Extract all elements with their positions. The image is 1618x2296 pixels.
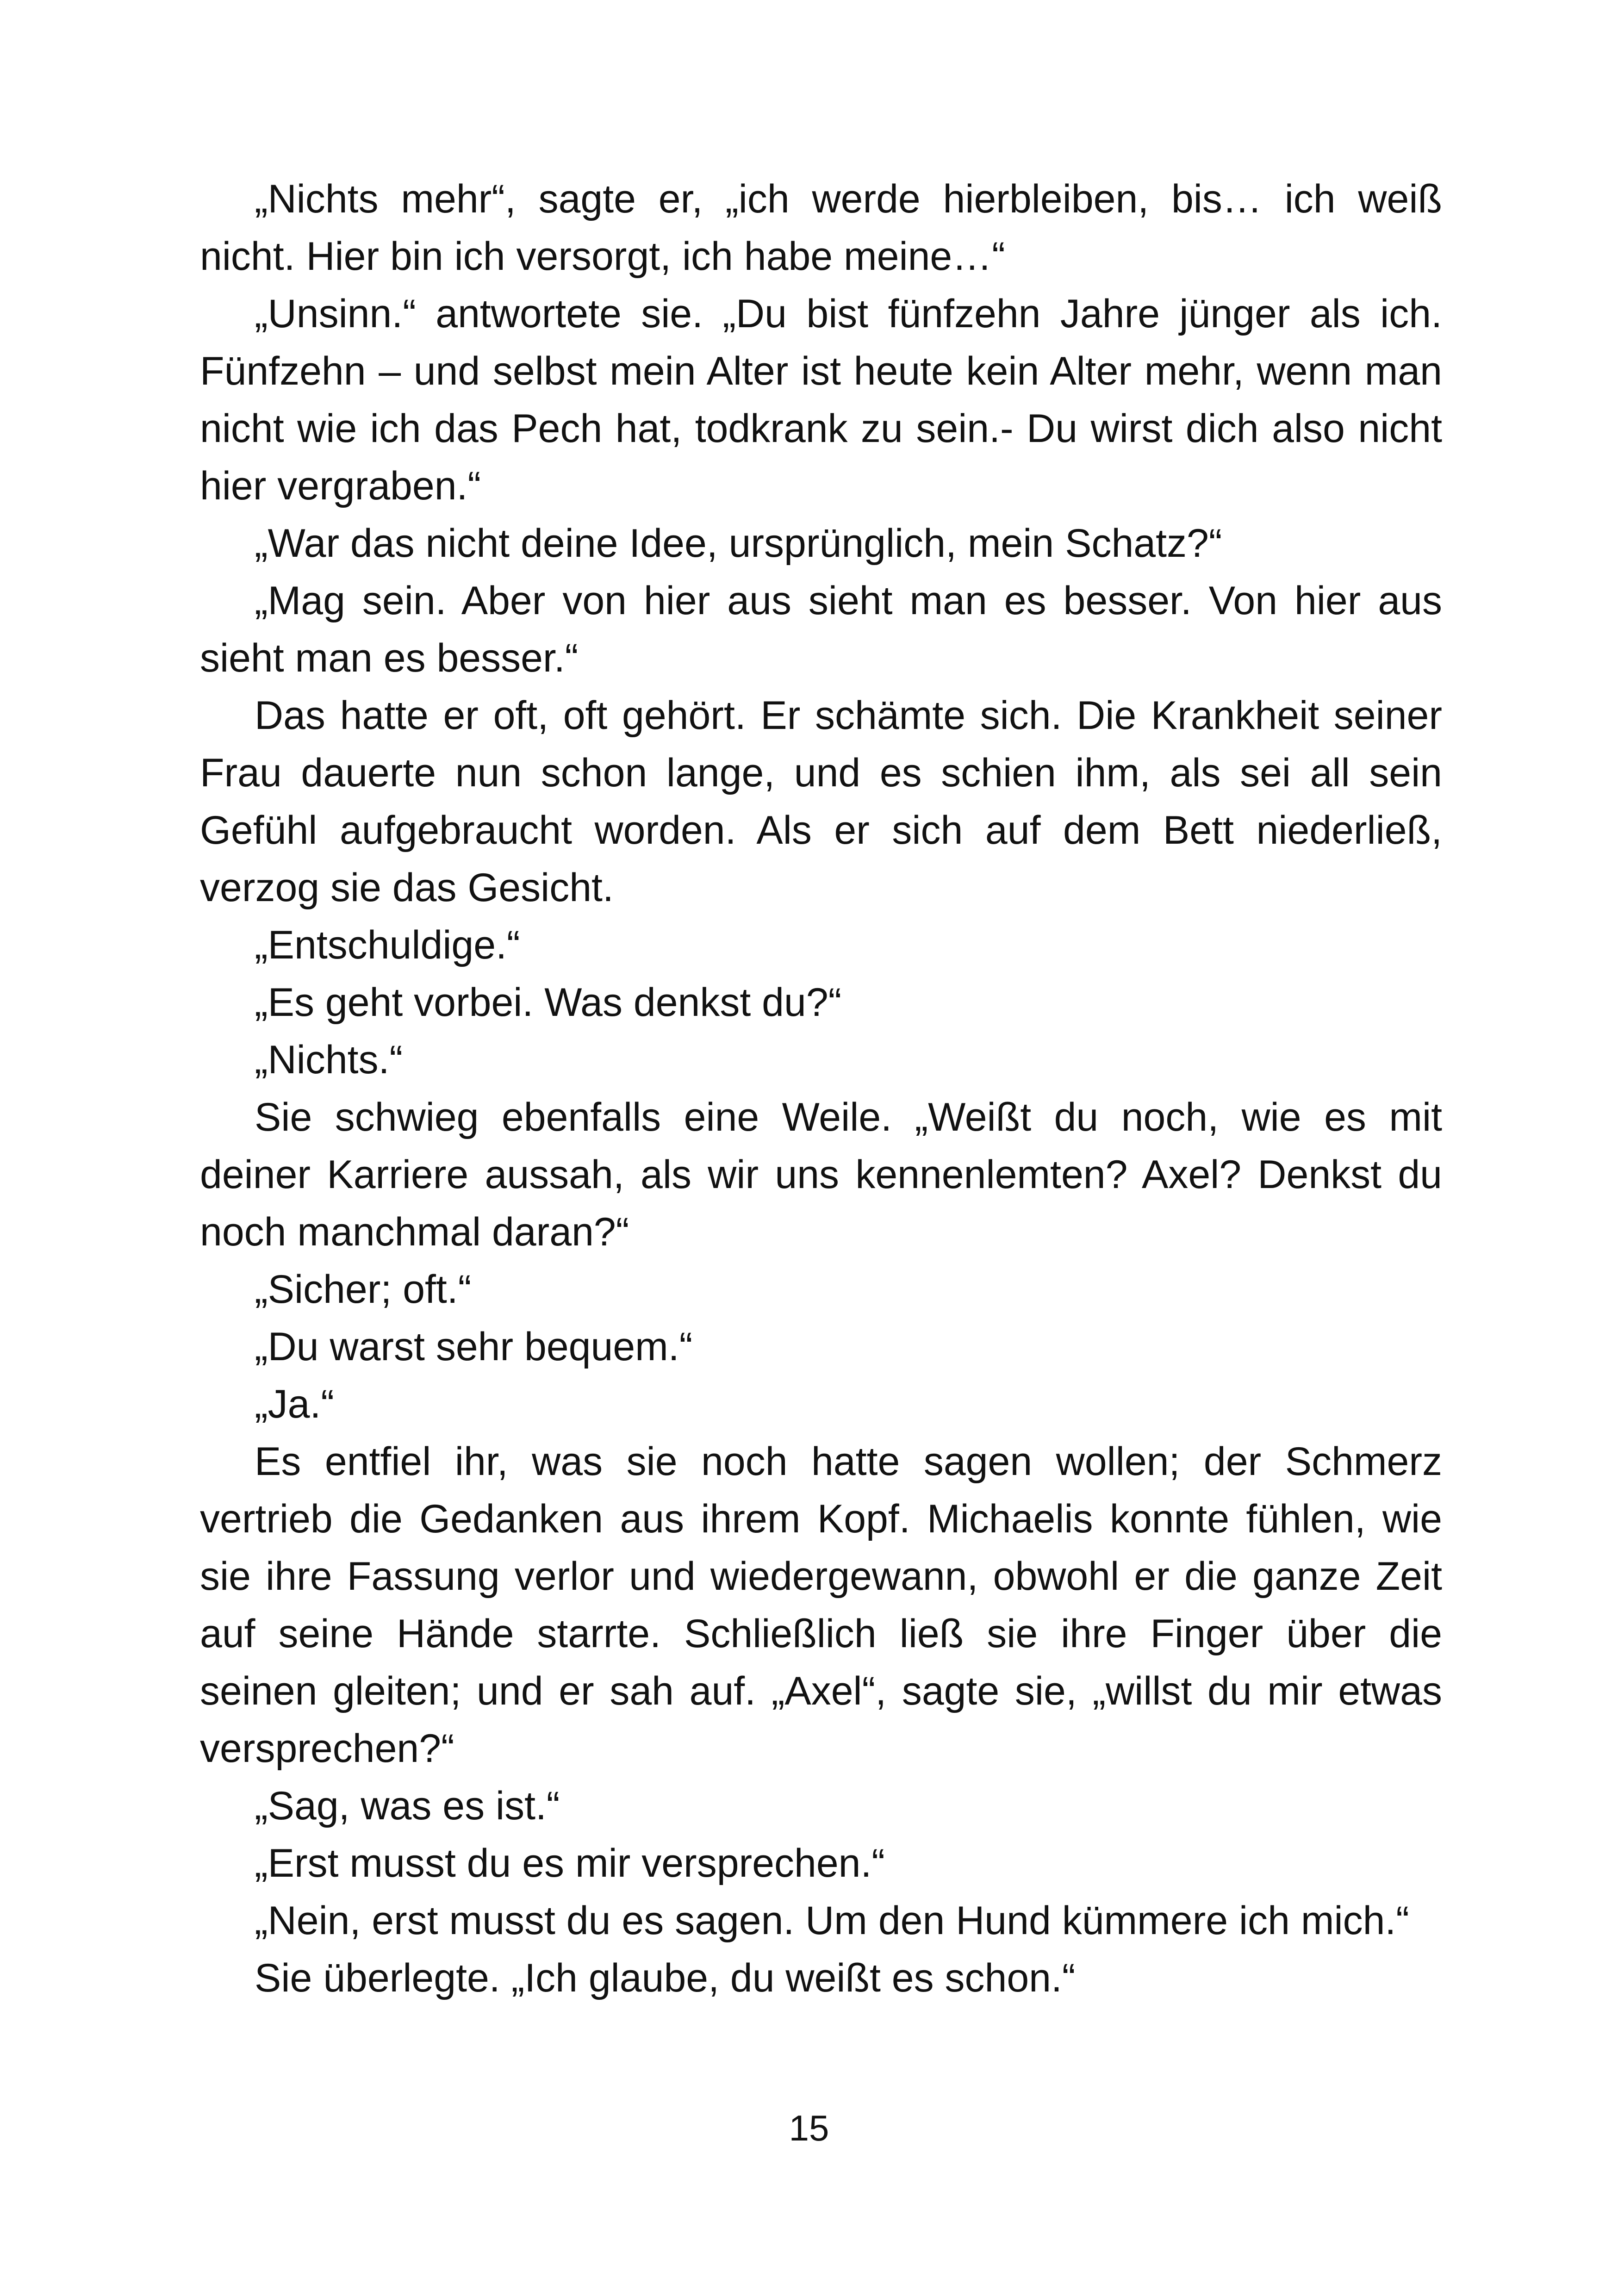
- paragraph: Das hatte er oft, oft gehört. Er schämte sich. Die Krankheit seiner Frau dauerte nun schon lange, und es schien ihm, als sei all sein Gefühl aufgebraucht worden. Als er sich auf dem Bett niederließ, verzog sie das Gesicht.: [200, 693, 1442, 910]
- paragraph: Es entfiel ihr, was sie noch hatte sagen wollen; der Schmerz vertrieb die Gedanken aus ihrem Kopf. Michaelis konnte fühlen, wie sie ihre Fassung verlor und wiedergewann, obwohl er die ganze Zeit auf seine Hände starrte. Schließlich ließ sie ihre Finger über die seinen gleiten; und er sah auf. „Axel“, sagte sie, „willst du mir etwas versprechen?“: [200, 1439, 1442, 1771]
- paragraph: „War das nicht deine Idee, ursprünglich, mein Schatz?“: [255, 521, 1222, 566]
- paragraph: „Ja.“: [255, 1382, 334, 1426]
- paragraph: „Es geht vorbei. Was denkst du?“: [255, 980, 842, 1025]
- paragraph: „Nein, erst musst du es sagen. Um den Hund kümmere ich mich.“: [255, 1898, 1409, 1943]
- paragraph: Sie schwieg ebenfalls eine Weile. „Weißt du noch, wie es mit deiner Karriere aussah, als wir uns kennenlemten? Axel? Denkst du noch manchmal daran?“: [200, 1095, 1442, 1254]
- paragraph: „Du warst sehr bequem.“: [255, 1325, 693, 1369]
- paragraph: „Nichts mehr“, sagte er, „ich werde hierbleiben, bis… ich weiß nicht. Hier bin ich versorgt, ich habe meine…“: [200, 177, 1442, 279]
- paragraph: „Sicher; oft.“: [255, 1267, 472, 1312]
- paragraph: „Sag, was es ist.“: [255, 1784, 560, 1828]
- paragraph: „Entschuldige.“: [255, 923, 520, 967]
- paragraph: Sie überlegte. „Ich glaube, du weißt es schon.“: [255, 1956, 1076, 2000]
- page-number: 15: [789, 2108, 829, 2148]
- paragraph: „Unsinn.“ antwortete sie. „Du bist fünfzehn Jahre jünger als ich. Fünfzehn – und selbst mein Alter ist heute kein Alter mehr, wenn man nicht wie ich das Pech hat, todkrank zu sein.- Du wirst dich also nicht hier vergraben.“: [200, 292, 1442, 508]
- paragraph: „Nichts.“: [255, 1038, 403, 1082]
- paragraph: „Erst musst du es mir versprechen.“: [255, 1841, 885, 1885]
- paragraph: „Mag sein. Aber von hier aus sieht man es besser. Von hier aus sieht man es besser.“: [200, 579, 1442, 680]
- page-text: [200, 170, 1442, 2007]
